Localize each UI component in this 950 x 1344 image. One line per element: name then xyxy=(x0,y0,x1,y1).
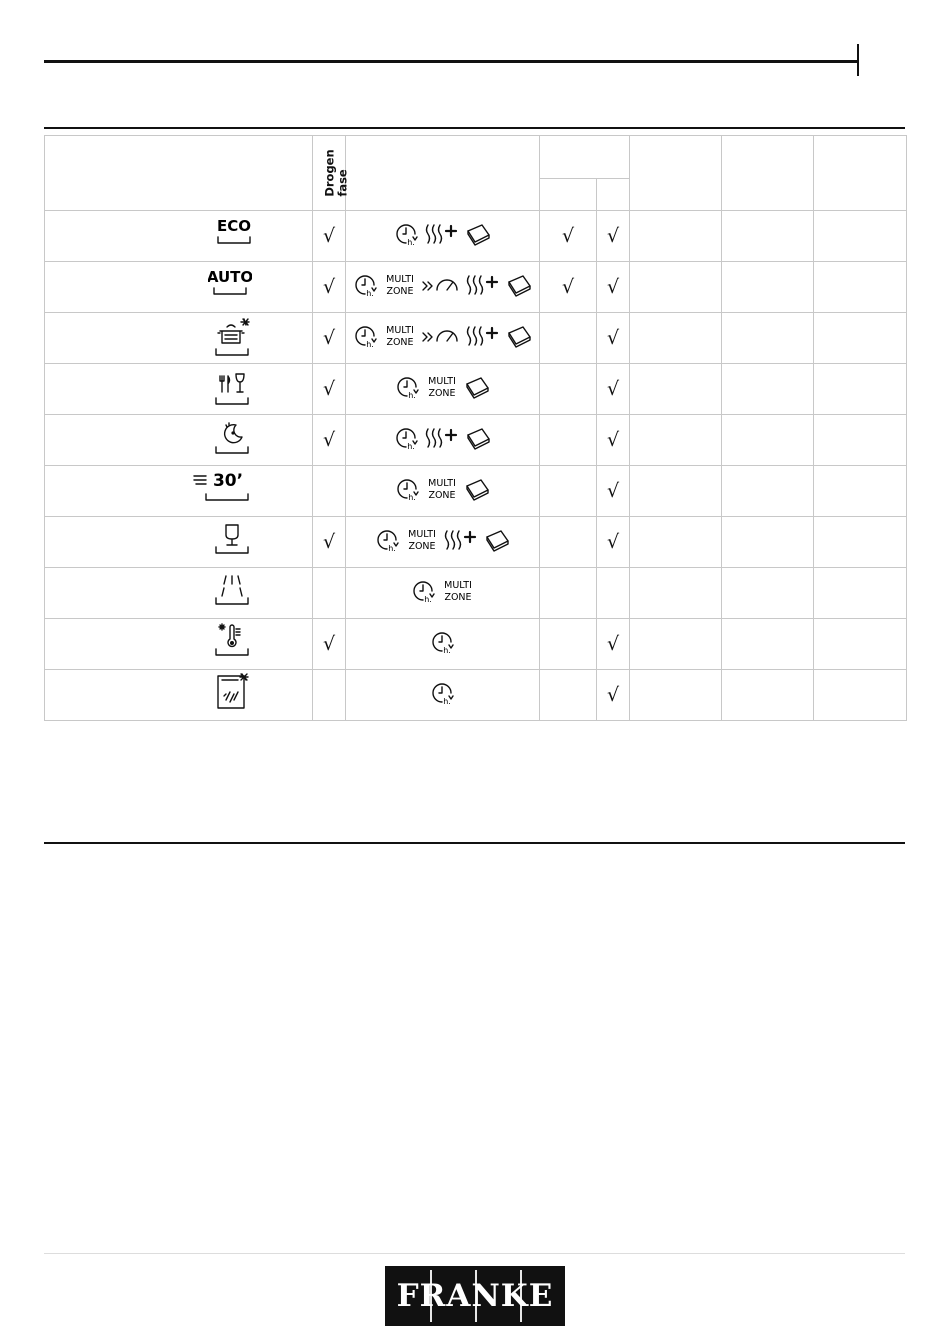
svg-text:MULTI: MULTI xyxy=(385,274,414,285)
group-col-2-cell xyxy=(597,415,630,466)
svg-text:MULTI: MULTI xyxy=(427,478,456,489)
svg-text:AUTO: AUTO xyxy=(208,268,252,286)
empty-cell xyxy=(630,466,722,517)
svg-text:MULTI: MULTI xyxy=(407,529,436,540)
options-cell xyxy=(346,364,540,415)
empty-cell xyxy=(630,262,722,313)
tablet-icon xyxy=(464,425,492,451)
svg-text:30’: 30’ xyxy=(212,471,244,491)
svg-text:ZONE: ZONE xyxy=(443,592,472,603)
group-col-2-cell xyxy=(597,670,630,721)
group-col-1-cell xyxy=(540,415,597,466)
group-col-2-cell xyxy=(597,466,630,517)
header-rule-tick xyxy=(857,44,859,76)
program-icon-cell xyxy=(45,211,313,262)
svg-text:h.: h. xyxy=(365,340,374,349)
drying-cell xyxy=(313,466,346,517)
tablet-icon xyxy=(505,323,533,349)
delay-icon xyxy=(375,527,401,553)
program-icon-cell xyxy=(45,517,313,568)
delay-icon xyxy=(430,629,456,655)
header-sub-1 xyxy=(540,179,597,211)
tablet-icon xyxy=(483,527,511,553)
check-mark: √ xyxy=(606,225,620,247)
table-top-rule xyxy=(44,127,905,129)
svg-text:MULTI: MULTI xyxy=(385,325,414,336)
delay-icon xyxy=(411,578,437,604)
header-col-8 xyxy=(814,136,907,211)
group-col-2-cell xyxy=(597,619,630,670)
heat-plus-icon xyxy=(424,221,460,247)
glass-icon xyxy=(212,517,252,567)
empty-cell xyxy=(722,466,814,517)
program-row xyxy=(45,619,907,670)
eco-icon xyxy=(216,211,252,261)
check-mark: √ xyxy=(606,480,620,502)
program-icon-cell xyxy=(45,364,313,415)
program-icon-cell xyxy=(45,415,313,466)
program-icon-cell xyxy=(45,568,313,619)
header-drying: Drogen fase xyxy=(313,136,346,211)
header-program xyxy=(45,136,313,211)
drying-cell xyxy=(313,568,346,619)
multizone-icon xyxy=(383,323,417,349)
svg-text:ZONE: ZONE xyxy=(385,286,414,297)
svg-text:h.: h. xyxy=(407,391,416,400)
options-cell xyxy=(346,313,540,364)
empty-cell xyxy=(814,568,907,619)
empty-cell xyxy=(722,568,814,619)
svg-text:ZONE: ZONE xyxy=(385,337,414,348)
multizone-icon xyxy=(425,374,459,400)
empty-cell xyxy=(722,364,814,415)
group-col-2-cell xyxy=(597,364,630,415)
turbo-icon xyxy=(421,272,461,298)
group-col-1-cell xyxy=(540,313,597,364)
empty-cell xyxy=(630,568,722,619)
group-col-1-cell xyxy=(540,517,597,568)
check-mark: √ xyxy=(561,225,575,247)
section-rule xyxy=(44,842,905,844)
drying-cell xyxy=(313,619,346,670)
empty-cell xyxy=(630,415,722,466)
program-row xyxy=(45,466,907,517)
options-cell xyxy=(346,517,540,568)
group-col-2-cell xyxy=(597,211,630,262)
empty-cell xyxy=(814,670,907,721)
check-mark: √ xyxy=(322,225,336,247)
options-cell xyxy=(346,568,540,619)
group-col-1-cell xyxy=(540,619,597,670)
svg-text:ZONE: ZONE xyxy=(427,388,456,399)
svg-text:ZONE: ZONE xyxy=(407,541,436,552)
night-icon xyxy=(212,415,252,465)
drying-cell xyxy=(313,262,346,313)
options-cell xyxy=(346,466,540,517)
program-icon-cell xyxy=(45,313,313,364)
heat-plus-icon xyxy=(465,323,501,349)
options-cell xyxy=(346,262,540,313)
drying-cell xyxy=(313,415,346,466)
svg-text:h.: h. xyxy=(423,595,432,604)
multizone-icon xyxy=(441,578,475,604)
svg-text:h.: h. xyxy=(442,646,451,655)
delay-icon xyxy=(430,680,456,706)
svg-text:h.: h. xyxy=(387,544,396,553)
group-col-1-cell xyxy=(540,670,597,721)
empty-cell xyxy=(814,619,907,670)
options-cell xyxy=(346,415,540,466)
header-col-7 xyxy=(722,136,814,211)
empty-cell xyxy=(814,466,907,517)
header-rule xyxy=(44,60,859,63)
group-col-2-cell xyxy=(597,568,630,619)
options-cell xyxy=(346,211,540,262)
check-mark: √ xyxy=(606,684,620,706)
svg-text:h.: h. xyxy=(407,493,416,502)
delay-icon xyxy=(395,374,421,400)
empty-cell xyxy=(630,364,722,415)
program-row xyxy=(45,415,907,466)
program-icon-cell xyxy=(45,670,313,721)
drying-cell xyxy=(313,364,346,415)
heat-plus-icon xyxy=(443,527,479,553)
delay-icon xyxy=(353,323,379,349)
heat-plus-icon xyxy=(424,425,460,451)
delay-icon xyxy=(394,425,420,451)
rinse-icon xyxy=(212,568,252,618)
header-sub-2 xyxy=(597,179,630,211)
program-row xyxy=(45,313,907,364)
tablet-icon xyxy=(463,476,491,502)
heat-plus-icon xyxy=(465,272,501,298)
delay-icon xyxy=(353,272,379,298)
group-col-2-cell xyxy=(597,313,630,364)
multizone-icon xyxy=(383,272,417,298)
group-col-1-cell xyxy=(540,568,597,619)
options-cell xyxy=(346,670,540,721)
tablet-icon xyxy=(464,221,492,247)
auto-icon xyxy=(208,262,252,312)
empty-cell xyxy=(722,313,814,364)
empty-cell xyxy=(722,415,814,466)
check-mark: √ xyxy=(322,429,336,451)
drying-cell xyxy=(313,517,346,568)
program-row xyxy=(45,262,907,313)
logo-text: FRANKE xyxy=(396,1278,554,1314)
tablet-icon xyxy=(505,272,533,298)
group-col-1-cell xyxy=(540,364,597,415)
franke-logo xyxy=(385,1266,565,1326)
delay-icon xyxy=(395,476,421,502)
header-options xyxy=(346,136,540,211)
mixed-load-icon xyxy=(212,364,252,414)
group-col-1-cell xyxy=(540,211,597,262)
check-mark: √ xyxy=(606,429,620,451)
program-icon-cell xyxy=(45,619,313,670)
program-row xyxy=(45,517,907,568)
check-mark: √ xyxy=(322,531,336,553)
footer-rule xyxy=(44,1253,905,1254)
empty-cell xyxy=(722,619,814,670)
group-col-1-cell xyxy=(540,466,597,517)
quick-30-icon xyxy=(192,466,252,516)
program-table xyxy=(44,135,907,721)
empty-cell xyxy=(722,211,814,262)
sanitize-icon xyxy=(212,619,252,669)
empty-cell xyxy=(814,262,907,313)
svg-text:h.: h. xyxy=(442,697,451,706)
empty-cell xyxy=(722,670,814,721)
program-icon-cell xyxy=(45,262,313,313)
group-col-2-cell xyxy=(597,517,630,568)
empty-cell xyxy=(630,670,722,721)
svg-text:ECO: ECO xyxy=(216,217,252,235)
program-row xyxy=(45,568,907,619)
svg-text:h.: h. xyxy=(406,238,415,247)
check-mark: √ xyxy=(322,276,336,298)
check-mark: √ xyxy=(322,378,336,400)
header-col-6 xyxy=(630,136,722,211)
intensive-pot-icon xyxy=(212,313,252,363)
empty-cell xyxy=(630,313,722,364)
empty-cell xyxy=(814,415,907,466)
header-group xyxy=(540,136,630,179)
svg-text:h.: h. xyxy=(406,442,415,451)
empty-cell xyxy=(630,517,722,568)
options-cell xyxy=(346,619,540,670)
check-mark: √ xyxy=(606,633,620,655)
empty-cell xyxy=(722,262,814,313)
check-mark: √ xyxy=(606,531,620,553)
svg-text:MULTI: MULTI xyxy=(427,376,456,387)
svg-text:ZONE: ZONE xyxy=(427,490,456,501)
drying-cell xyxy=(313,211,346,262)
empty-cell xyxy=(814,364,907,415)
empty-cell xyxy=(630,211,722,262)
multizone-icon xyxy=(405,527,439,553)
svg-text:MULTI: MULTI xyxy=(443,580,472,591)
check-mark: √ xyxy=(606,276,620,298)
empty-cell xyxy=(814,517,907,568)
empty-cell xyxy=(814,313,907,364)
program-icon-cell xyxy=(45,466,313,517)
svg-text:h.: h. xyxy=(365,289,374,298)
check-mark: √ xyxy=(322,633,336,655)
tablet-icon xyxy=(463,374,491,400)
group-col-2-cell xyxy=(597,262,630,313)
delay-icon xyxy=(394,221,420,247)
drying-cell xyxy=(313,670,346,721)
self-clean-icon xyxy=(212,670,252,720)
program-row xyxy=(45,211,907,262)
empty-cell xyxy=(722,517,814,568)
empty-cell xyxy=(630,619,722,670)
empty-cell xyxy=(814,211,907,262)
multizone-icon xyxy=(425,476,459,502)
turbo-icon xyxy=(421,323,461,349)
check-mark: √ xyxy=(606,378,620,400)
program-row xyxy=(45,670,907,721)
check-mark: √ xyxy=(606,327,620,349)
check-mark: √ xyxy=(322,327,336,349)
drying-cell xyxy=(313,313,346,364)
group-col-1-cell xyxy=(540,262,597,313)
program-row xyxy=(45,364,907,415)
check-mark: √ xyxy=(561,276,575,298)
